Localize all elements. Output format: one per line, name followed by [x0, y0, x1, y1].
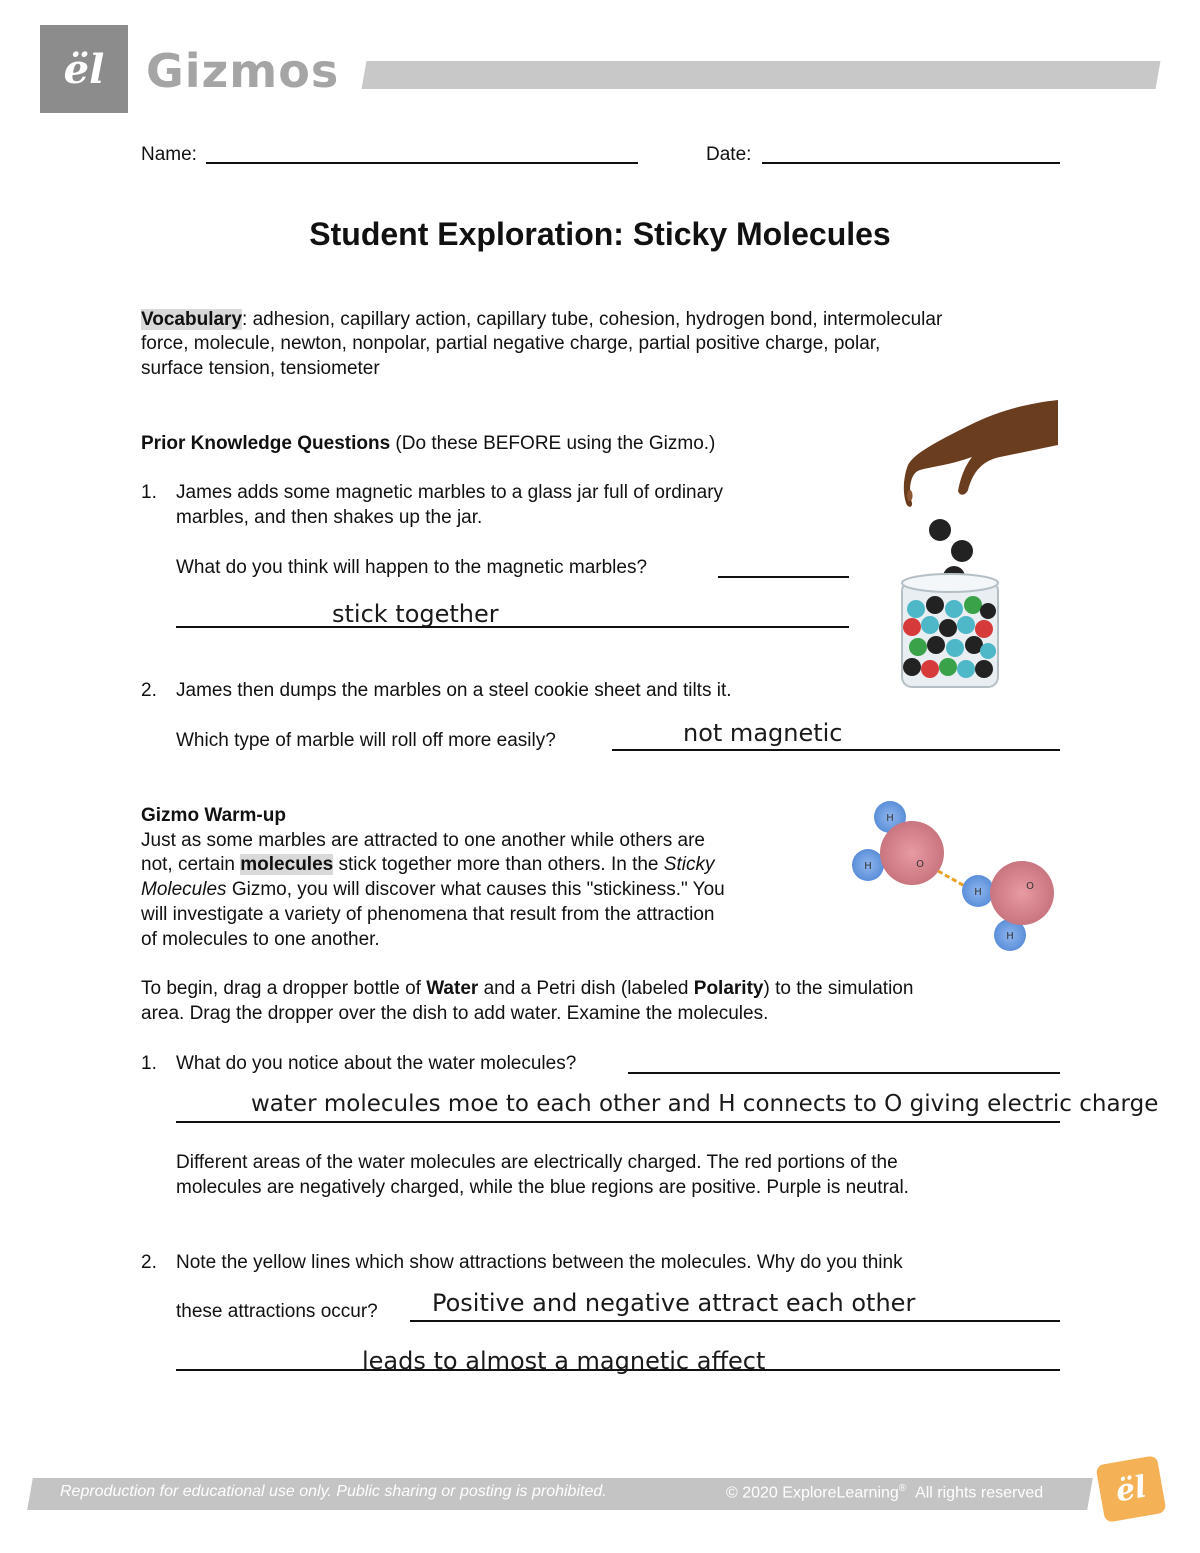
warmup-heading: Gizmo Warm-up	[141, 805, 286, 826]
water-molecule-2	[962, 861, 1054, 951]
logo-glyph: ël	[63, 45, 105, 93]
vocabulary-label: Vocabulary	[141, 309, 243, 330]
warmup-q1-answer-line-2[interactable]	[176, 1121, 1060, 1123]
prior-q2-answer-line[interactable]	[612, 749, 1060, 751]
water-molecules-illustration	[840, 795, 1060, 955]
warmup-line-3	[141, 877, 725, 902]
glass-jar	[902, 574, 998, 687]
prior-q1-line-1: James adds some magnetic marbles to a glass jar full of ordinary	[176, 482, 724, 503]
prior-q1-number: 1.	[141, 482, 157, 503]
name-field[interactable]	[206, 162, 638, 164]
footer-copyright-row	[726, 1483, 1043, 1502]
prior-heading-note: (Do these BEFORE using the Gizmo.)	[390, 433, 716, 454]
info-line-1: Different areas of the water molecules are electrically charged. The red portions of the	[176, 1152, 898, 1173]
page-title: Student Exploration: Sticky Molecules	[309, 216, 891, 252]
footer-registered-mark: ®	[898, 1483, 907, 1494]
date-field[interactable]	[762, 162, 1060, 164]
name-label: Name:	[141, 144, 197, 165]
explorelearning-logo	[1095, 1455, 1166, 1523]
hand-icon	[904, 400, 1058, 507]
h-label-2: H	[864, 861, 872, 872]
warmup-q1-number: 1.	[141, 1053, 157, 1074]
warmup-q2-number: 2.	[141, 1252, 157, 1273]
footer-copyright: © 2020 ExploreLearning	[726, 1484, 899, 1502]
warmup-q1-prompt: What do you notice about the water molecules?	[176, 1053, 577, 1074]
date-label: Date:	[706, 144, 752, 165]
prior-heading-row	[141, 431, 715, 456]
prior-q1-answer: stick together	[332, 600, 499, 628]
warmup-line-5: of molecules to one another.	[141, 929, 380, 950]
footer-rights: All rights reserved	[915, 1484, 1044, 1502]
h-label-4: H	[1006, 931, 1014, 942]
o-label-1: O	[916, 859, 924, 870]
h-label-1: H	[886, 813, 894, 824]
water-molecule-1	[852, 801, 944, 885]
warmup-q1-answer: water molecules moe to each other and H connects to O giving electric charge	[251, 1091, 1159, 1117]
footer-logo-glyph: ël	[1112, 1469, 1150, 1509]
prior-q2-line-1: James then dumps the marbles on a steel cookie sheet and tilts it.	[176, 680, 732, 701]
prior-q1-answer-line-2[interactable]	[176, 626, 849, 628]
warmup-q2-prompt: these attractions occur?	[176, 1301, 378, 1322]
begin-line-2: area. Drag the dropper over the dish to add water. Examine the molecules.	[141, 1003, 769, 1024]
water-term: Water	[426, 978, 479, 999]
h-label-3: H	[974, 887, 982, 898]
begin-c: ) to the simulation	[763, 978, 914, 999]
prior-q2-number: 2.	[141, 680, 157, 701]
polarity-term: Polarity	[693, 978, 764, 999]
warmup-q1-answer-line-1[interactable]	[628, 1072, 1060, 1074]
vocabulary-line-3: surface tension, tensiometer	[141, 358, 380, 379]
header-bar	[362, 61, 1161, 89]
prior-q1-prompt: What do you think will happen to the magnetic marbles?	[176, 557, 648, 578]
prior-q1-line-2: marbles, and then shakes up the jar.	[176, 507, 483, 528]
vocabulary-line-2: force, molecule, newton, nonpolar, partial negative charge, partial positive charge, polar,	[141, 333, 881, 354]
warmup-q2-line-1: Note the yellow lines which show attractions between the molecules. Why do you think	[176, 1252, 903, 1273]
begin-line-1	[141, 976, 913, 1001]
footer-notice: Reproduction for educational use only. Public sharing or posting is prohibited.	[60, 1483, 607, 1500]
warmup-line-2-italic: Sticky	[663, 854, 715, 875]
begin-b: and a Petri dish (labeled	[478, 978, 694, 999]
prior-q1-answer-line-1[interactable]	[718, 576, 849, 578]
vocabulary-line-1	[141, 307, 942, 332]
begin-a: To begin, drag a dropper bottle of	[141, 978, 427, 999]
warmup-line-2-a: not, certain	[141, 854, 241, 875]
info-line-2: molecules are negatively charged, while the blue regions are positive. Purple is neutral.	[176, 1177, 909, 1198]
prior-heading: Prior Knowledge Questions	[141, 433, 391, 454]
warmup-line-2	[141, 852, 714, 877]
warmup-line-3-italic: Molecules	[141, 879, 227, 900]
gizmos-logo	[40, 25, 128, 113]
warmup-q2-answer-2: leads to almost a magnetic affect	[362, 1347, 766, 1375]
warmup-line-2-b: stick together more than others. In the	[333, 854, 664, 875]
warmup-q2-answer-line-1[interactable]	[410, 1320, 1060, 1322]
warmup-line-4: will investigate a variety of phenomena that result from the attraction	[141, 904, 715, 925]
prior-q2-prompt: Which type of marble will roll off more easily?	[176, 730, 556, 751]
warmup-line-1: Just as some marbles are attracted to one another while others are	[141, 830, 705, 851]
marble-jar-illustration	[880, 395, 1060, 695]
prior-q2-answer: not magnetic	[683, 719, 843, 747]
o-label-2: O	[1026, 881, 1034, 892]
molecules-term: molecules	[240, 854, 334, 875]
brand-name: Gizmos	[146, 44, 340, 98]
vocabulary-text-1: : adhesion, capillary action, capillary tube, cohesion, hydrogen bond, intermolecular	[242, 309, 943, 330]
warmup-line-3-b: Gizmo, you will discover what causes this "stickiness." You	[226, 879, 725, 900]
warmup-q2-answer-1: Positive and negative attract each other	[432, 1289, 916, 1317]
